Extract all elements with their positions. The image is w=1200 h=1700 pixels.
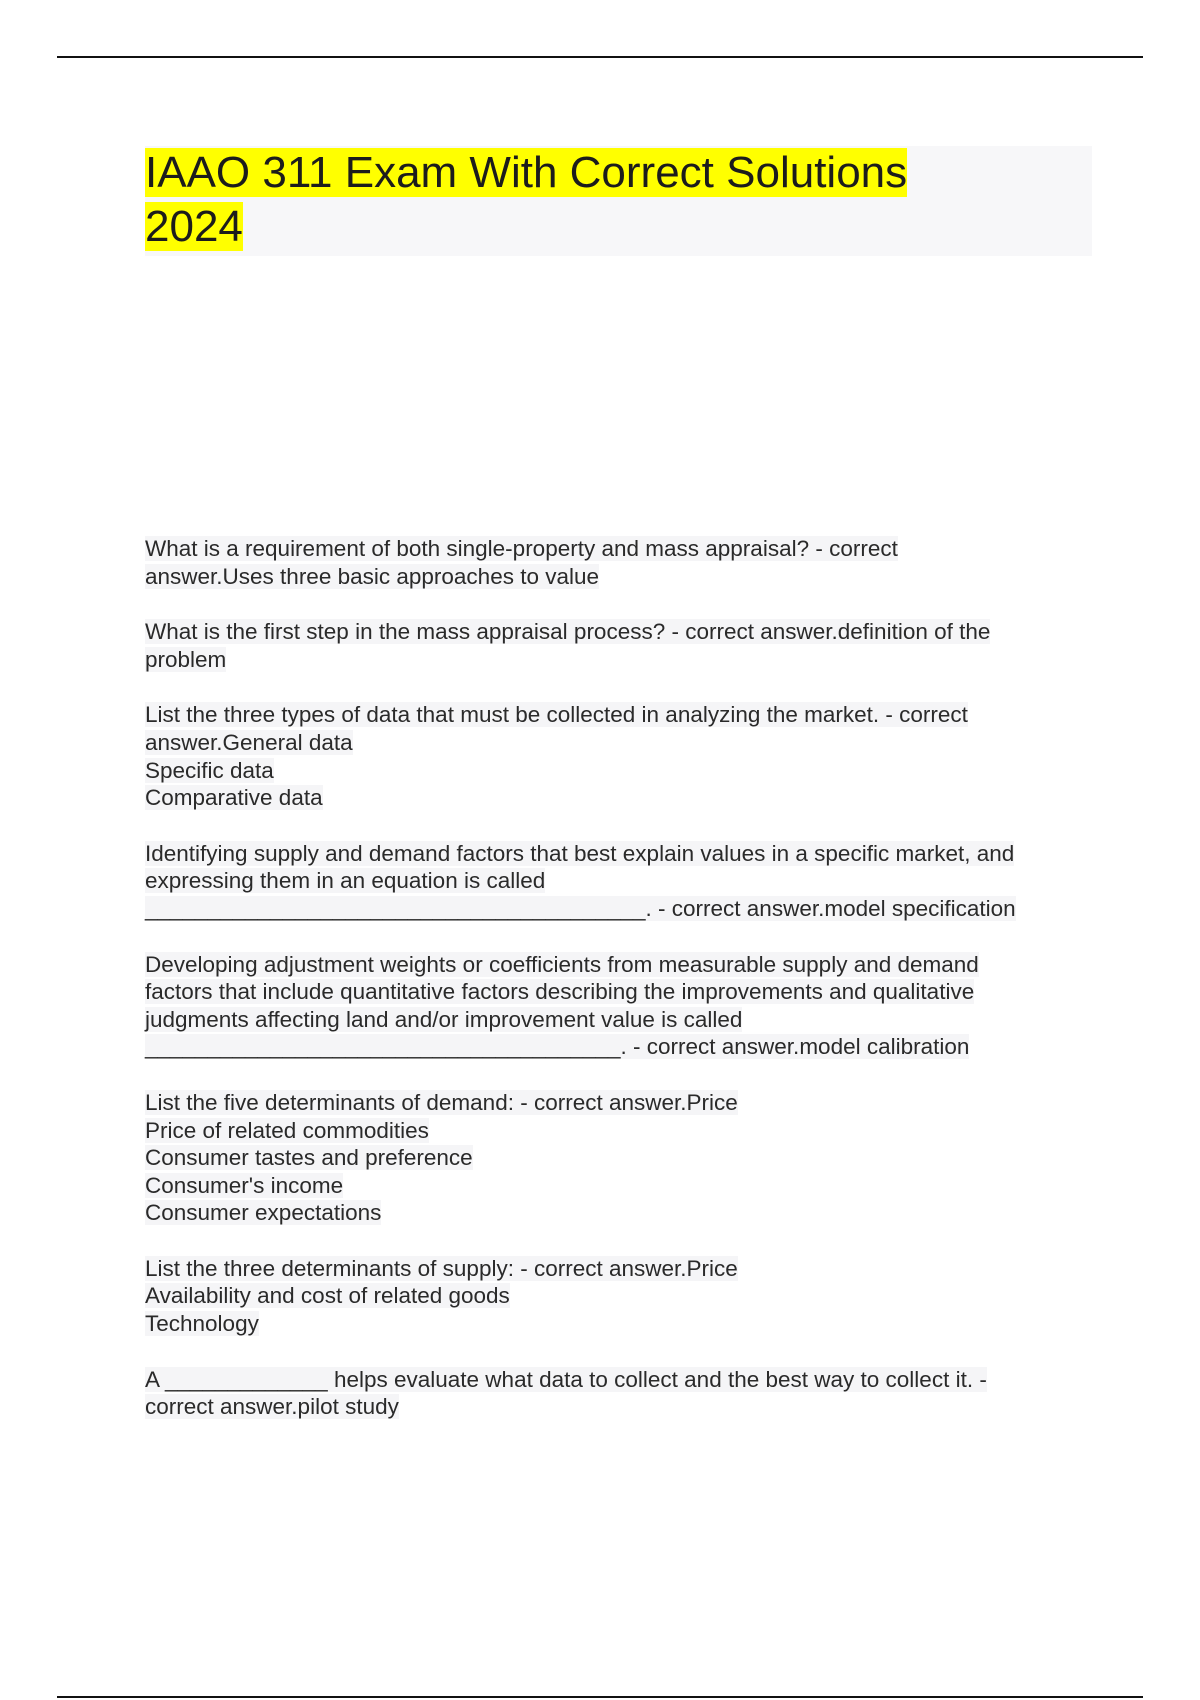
- qa-item: [145, 1366, 1095, 1421]
- qa-line-text: What is the first step in the mass appraisal process? - correct answer.definition of the: [145, 619, 991, 645]
- qa-line: [145, 1144, 1095, 1172]
- qa-item: [145, 618, 1095, 673]
- qa-line-text: Developing adjustment weights or coefficients from measurable supply and demand: [145, 951, 979, 977]
- top-rule: [57, 56, 1143, 58]
- qa-item: [145, 840, 1095, 923]
- qa-line: [145, 729, 1095, 757]
- bottom-rule: [57, 1696, 1143, 1698]
- qa-item: [145, 951, 1095, 1061]
- qa-line-text: A _____________ helps evaluate what data to collect and the best way to collect it. -: [145, 1366, 987, 1392]
- qa-line-text: Comparative data: [145, 785, 323, 811]
- qa-item: [145, 1255, 1095, 1338]
- qa-line: [145, 1172, 1095, 1200]
- qa-line: [145, 1366, 1095, 1394]
- qa-line: [145, 784, 1095, 812]
- qa-line: [145, 1033, 1095, 1061]
- qa-line-text: Consumer expectations: [145, 1200, 382, 1226]
- qa-line-text: What is a requirement of both single-property and mass appraisal? - correct: [145, 536, 898, 561]
- qa-line: [145, 1006, 1095, 1034]
- qa-line: [145, 895, 1095, 923]
- qa-line-text: ________________________________________. - correct answer.model specification: [145, 895, 1016, 921]
- qa-line-text: answer.Uses three basic approaches to value: [145, 563, 600, 589]
- qa-line-text: answer.General data: [145, 729, 353, 755]
- question-answer-list: [145, 535, 1095, 1449]
- document-title: [145, 146, 1092, 254]
- qa-item: [145, 535, 1095, 590]
- qa-line-text: Price of related commodities: [145, 1117, 429, 1143]
- qa-line-text: judgments affecting land and/or improvement value is called: [145, 1006, 743, 1032]
- qa-line: [145, 535, 1095, 563]
- qa-line-text: Technology: [145, 1311, 259, 1337]
- qa-line-text: Availability and cost of related goods: [145, 1283, 510, 1309]
- qa-line-text: ______________________________________. - correct answer.model calibration: [145, 1034, 970, 1060]
- qa-line-text: List the three determinants of supply: - correct answer.Price: [145, 1255, 738, 1281]
- qa-line: [145, 1255, 1095, 1283]
- title-block: [145, 146, 1092, 256]
- qa-line-text: problem: [145, 646, 227, 672]
- qa-line-text: factors that include quantitative factors describing the improvements and qualitative: [145, 979, 975, 1005]
- title-line-2: 2024: [145, 202, 243, 251]
- qa-line: [145, 1199, 1095, 1227]
- qa-line-text: Specific data: [145, 757, 274, 783]
- qa-item: [145, 1089, 1095, 1227]
- qa-line: [145, 1310, 1095, 1338]
- qa-line: [145, 951, 1095, 979]
- qa-line-text: Identifying supply and demand factors that best explain values in a specific market, and: [145, 840, 1015, 866]
- qa-line: [145, 646, 1095, 674]
- title-line-1: IAAO 311 Exam With Correct Solutions: [145, 148, 908, 197]
- qa-line-text: List the five determinants of demand: - correct answer.Price: [145, 1089, 738, 1115]
- qa-item: [145, 701, 1095, 811]
- qa-line-text: correct answer.pilot study: [145, 1394, 399, 1420]
- qa-line: [145, 1393, 1095, 1421]
- qa-line: [145, 1282, 1095, 1310]
- qa-line: [145, 840, 1095, 868]
- qa-line-text: List the three types of data that must be collected in analyzing the market. - correct: [145, 702, 968, 728]
- qa-line: [145, 701, 1095, 729]
- qa-line-text: Consumer's income: [145, 1172, 344, 1198]
- qa-line: [145, 978, 1095, 1006]
- qa-line: [145, 618, 1095, 646]
- qa-line: [145, 1117, 1095, 1145]
- qa-line: [145, 867, 1095, 895]
- qa-line: [145, 757, 1095, 785]
- qa-line-text: Consumer tastes and preference: [145, 1145, 473, 1171]
- qa-line: [145, 1089, 1095, 1117]
- qa-line-text: expressing them in an equation is called: [145, 868, 546, 894]
- qa-line: [145, 563, 1095, 591]
